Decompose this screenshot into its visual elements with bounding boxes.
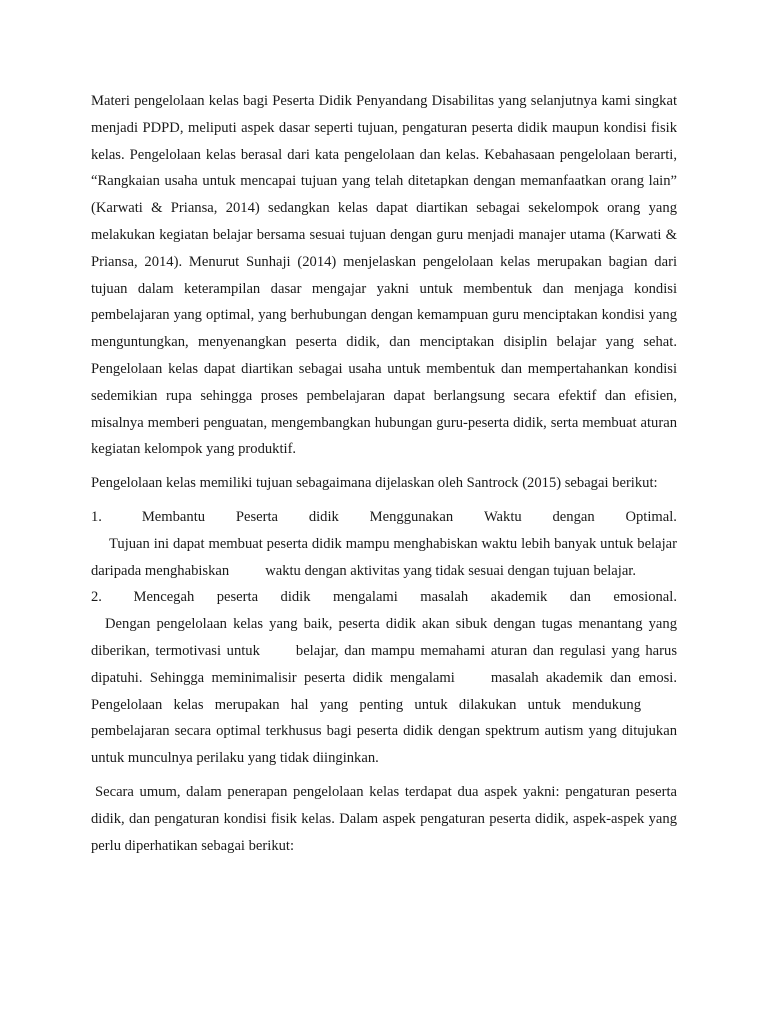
body-text: masalah akademik dan emosi. Pengelolaan kelas merupakan hal yang penting untuk dilakukan untuk mendukung: [91, 669, 677, 713]
goals-intro-paragraph: Pengelolaan kelas memiliki tujuan sebagaimana dijelaskan oleh Santrock (2015) sebagai berikut:: [91, 475, 658, 492]
goals-list: [91, 504, 677, 772]
body-text: Tujuan ini dapat membuat peserta didik mampu menghabiskan waktu lebih banyak untuk belajar daripada menghabiskan: [91, 535, 677, 579]
list-item-1-heading: [91, 504, 677, 531]
heading-word: dengan: [552, 508, 595, 525]
heading-word: Peserta: [235, 508, 279, 525]
aspects-paragraph: Secara umum, dalam penerapan pengelolaan kelas terdapat dua aspek yakni: pengaturan peserta didik, dan pengaturan kondisi fisik kelas. Dalam aspek pengaturan peserta didik, aspek-aspek yang perlu diperhatikan sebagai berikut:: [91, 783, 677, 854]
heading-word: peserta: [216, 589, 259, 606]
body-text: Dengan pengelolaan kelas yang baik, peserta didik akan sibuk dengan tugas menantang yang diberikan, termotivasi untuk: [91, 616, 677, 659]
body-text: waktu dengan aktivitas yang tidak sesuai dengan tujuan belajar.: [265, 562, 637, 579]
list-number: 1.: [91, 508, 102, 525]
heading-word: masalah: [420, 589, 469, 606]
document-page: [91, 88, 677, 866]
heading-word: emosional.: [613, 589, 677, 606]
heading-word: dan: [569, 589, 591, 606]
list-item-2: [91, 584, 677, 772]
heading-word: didik: [280, 589, 311, 606]
heading-word: didik: [308, 508, 339, 525]
list-item-2-heading: [91, 584, 677, 611]
list-number: 2.: [91, 589, 102, 606]
heading-word: Optimal.: [625, 508, 677, 525]
list-item-1: [91, 504, 677, 584]
heading-word: mengalami: [332, 589, 398, 606]
heading-word: Membantu: [141, 508, 206, 525]
heading-word: Waktu: [483, 508, 522, 525]
intro-paragraph: Materi pengelolaan kelas bagi Peserta Didik Penyandang Disabilitas yang selanjutnya kami singkat menjadi PDPD, meliputi aspek dasar seperti tujuan, pengaturan peserta didik maupun kondisi fisik kelas. Pengelolaan kelas berasal dari kata pengelolaan dan kelas. Kebahasaan pengelolaan berarti, “Rangkaian usaha untuk mencapai tujuan yang telah ditetapkan dengan memanfaatkan orang lain” (Karwati & Priansa, 2014) sedangkan kelas dapat diartikan sebagai sekelompok orang yang melakukan kegiatan belajar bersama sesuai tujuan dengan guru menjadi manajer utama (Karwati & Priansa, 2014). Menurut Sunhaji (2014) menjelaskan pengelolaan kelas merupakan bagian dari tujuan dalam keterampilan dasar mengajar yakni untuk membentuk dan menjaga kondisi pembelajaran yang optimal, yang berhubungan dengan kemampuan guru menciptakan kondisi yang menguntungkan, menyenangkan peserta didik, dan menciptakan disiplin belajar yang sehat. Pengelolaan kelas dapat diartikan sebagai usaha untuk membentuk dan mempertahankan kondisi sedemikian rupa sehingga proses pembelajaran dapat berlangsung secara efektif dan efisien, misalnya memberi penguatan, mengembangkan hubungan guru-peserta didik, serta membuat aturan kegiatan kelompok yang produktif.: [91, 93, 677, 458]
heading-word: akademik: [490, 589, 548, 606]
heading-word: Mencegah: [133, 589, 195, 606]
body-text: pembelajaran secara optimal terkhusus bagi peserta didik dengan spektrum autism yang ditujukan untuk munculnya perilaku yang tidak diinginkan.: [91, 723, 677, 767]
heading-word: Menggunakan: [369, 508, 454, 525]
list-item-2-body: [91, 611, 677, 772]
body-text: belajar, dan mampu memahami aturan dan regulasi yang harus dipatuhi. Sehingga meminimalisir peserta didik mengalami: [91, 642, 677, 686]
list-item-1-body: [91, 531, 677, 585]
